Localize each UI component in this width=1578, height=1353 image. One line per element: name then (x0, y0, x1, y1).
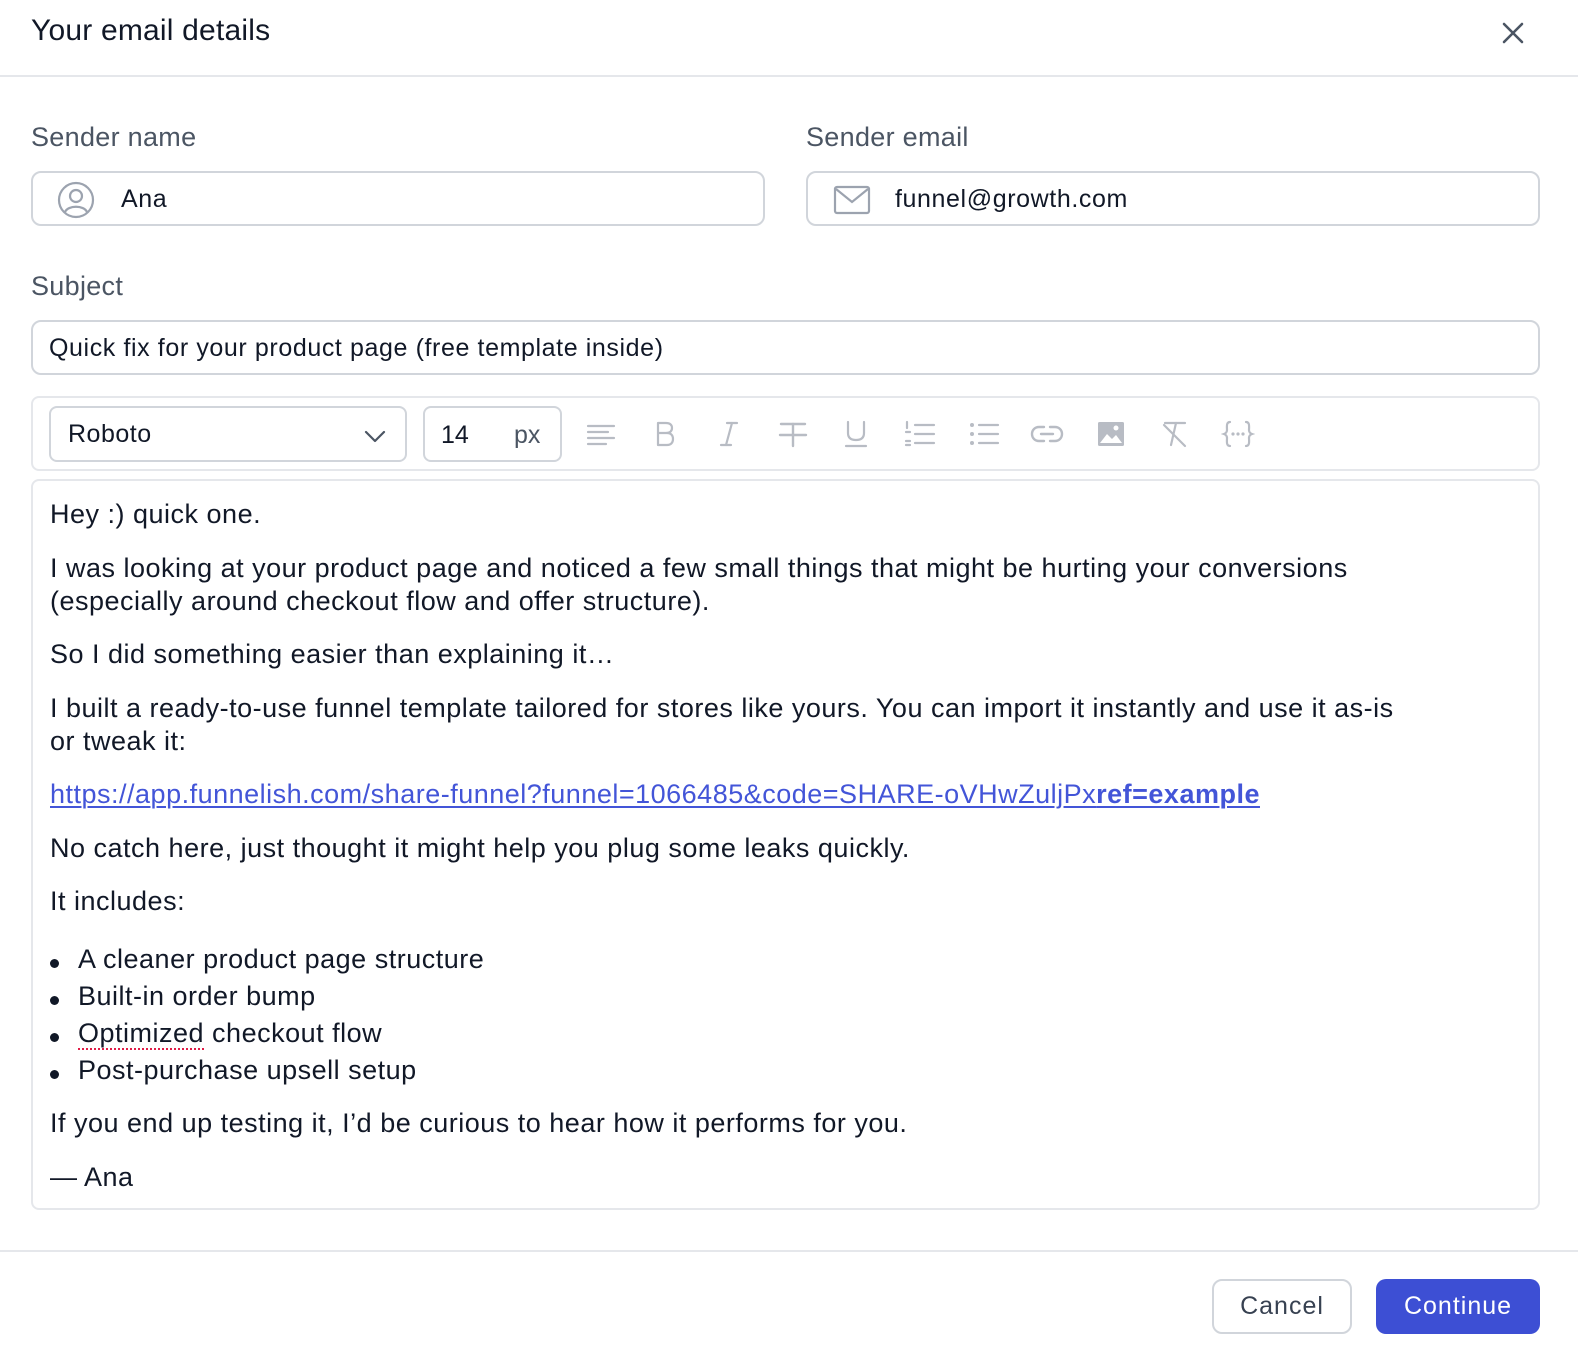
subject-input[interactable] (31, 320, 1540, 375)
strikethrough-icon[interactable] (775, 416, 811, 452)
ordered-list-icon[interactable] (902, 416, 938, 452)
body-signoff: — Ana (50, 1162, 134, 1192)
body-paragraph-1-line-2: (especially around checkout flow and offer structure). (50, 586, 710, 616)
link-icon[interactable] (1029, 416, 1065, 452)
sender-name-value: Ana (121, 185, 168, 213)
bullet-dot (50, 996, 59, 1005)
envelope-icon (833, 184, 871, 216)
body-paragraph-3-line-1: I built a ready-to-use funnel template tailored for stores like yours. You can import it instantly and use it as-is (50, 693, 1394, 723)
body-paragraph-5: It includes: (50, 886, 186, 916)
template-link-line (50, 779, 1260, 810)
list-item (78, 1018, 382, 1049)
sender-name-label: Sender name (31, 122, 197, 152)
chevron-down-icon (363, 424, 387, 448)
continue-button[interactable]: Continue (1376, 1279, 1540, 1334)
body-paragraph-1-line-1: I was looking at your product page and noticed a few small things that might be hurting your conversions (50, 553, 1348, 583)
bullet-dot (50, 959, 59, 968)
subject-value: Quick fix for your product page (free template inside) (49, 334, 664, 362)
misspelled-word: Optimized (78, 1018, 205, 1048)
font-family-select[interactable] (49, 406, 407, 462)
bold-icon[interactable] (647, 416, 683, 452)
image-icon[interactable] (1093, 416, 1129, 452)
clear-format-icon[interactable] (1157, 416, 1193, 452)
cancel-button[interactable]: Cancel (1212, 1279, 1352, 1334)
body-paragraph-3-line-2: or tweak it: (50, 726, 187, 756)
template-link-url: https://app.funnelish.com/share-funnel?funnel=1066485&code=SHARE-oVHwZuljPx (50, 779, 1097, 809)
bullet-dot (50, 1070, 59, 1079)
body-paragraph-4: No catch here, just thought it might help you plug some leaks quickly. (50, 833, 910, 863)
close-button[interactable] (1496, 16, 1530, 50)
sender-name-input[interactable] (31, 171, 765, 226)
bullet-list-icon[interactable] (966, 416, 1002, 452)
font-size-unit: px (514, 421, 541, 449)
list-item: Post-purchase upsell setup (78, 1055, 417, 1085)
dialog-title: Your email details (31, 14, 271, 47)
font-size-value: 14 (441, 421, 469, 449)
list-item-rest: checkout flow (204, 1018, 383, 1048)
subject-label: Subject (31, 271, 124, 301)
sender-email-input[interactable] (806, 171, 1540, 226)
template-link-ref: ref=example (1096, 779, 1260, 809)
sender-email-value: funnel@growth.com (895, 185, 1128, 213)
dialog-header (0, 0, 1578, 77)
italic-icon[interactable] (711, 416, 747, 452)
align-left-icon[interactable] (583, 416, 619, 452)
font-family-value: Roboto (68, 419, 152, 448)
variable-icon[interactable] (1220, 416, 1256, 452)
dialog-footer (0, 1250, 1578, 1353)
font-size-input[interactable] (423, 406, 562, 462)
list-item: A cleaner product page structure (78, 944, 485, 974)
template-link[interactable] (50, 779, 1260, 809)
body-greeting: Hey :) quick one. (50, 499, 262, 529)
body-paragraph-6: If you end up testing it, I’d be curious to hear how it performs for you. (50, 1108, 908, 1138)
user-circle-icon (57, 181, 95, 219)
underline-icon[interactable] (838, 416, 874, 452)
editor-toolbar (31, 396, 1540, 471)
list-item: Built-in order bump (78, 981, 316, 1011)
email-body-editor[interactable] (31, 479, 1540, 1210)
close-icon (1501, 21, 1525, 45)
body-paragraph-2: So I did something easier than explaining it… (50, 639, 615, 669)
bullet-dot (50, 1033, 59, 1042)
sender-email-label: Sender email (806, 122, 969, 152)
